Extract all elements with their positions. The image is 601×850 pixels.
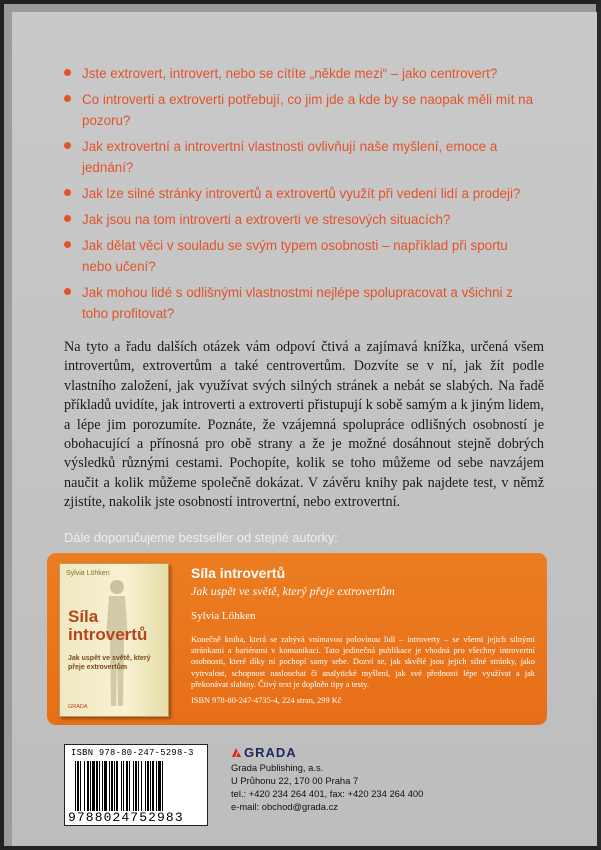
barcode-bar [133,761,134,811]
cover-subtitle: Jak uspět ve světě, který přeje extrovertům [68,655,151,671]
question-item: Jak mohou lidé s odlišnými vlastnostmi nejlépe spolupracovat a všichni z toho profitovat? [64,282,534,324]
barcode-bar [84,761,85,811]
barcode-bar [116,761,118,811]
barcode-bar [114,761,115,811]
publisher-info [231,746,423,813]
description-paragraph: Na tyto a řadu dalších otázek vám odpoví čtivá a zajímavá knížka, určená všem introvertům, extrovertům a také centrovertům. Dozvíte se v ní, jak žít podle vlastního založení, jak využívat svých silných stránek a nebát se slabých. Na řadě příkladů uvidíte, jak introverti a extroverti přistupují k sobě samým a k jiným lidem, a lépe jim porozumíte. Poznáte, že vzájemná spolupráce odlišných osobností je obohacující a přínosná pro obě strany a že je možné dosáhnout stejně dobrých výsledků různými cestami. Pochopíte, kolik se toho můžeme od sebe navzájem naučit a kolik můžeme společně dokázat. V závěru knihy pak najdete test, v němž zjistíte, nakolik jste osobností introvertní, nebo extrovertní. [64,339,544,511]
barcode [64,744,208,826]
barcode-bar [145,761,146,811]
barcode-bar [104,761,107,811]
barcode-bar [123,761,124,811]
barcode-bar [121,761,122,811]
barcode-bar [109,761,110,811]
cover-title-line: Síla [68,607,99,626]
publisher-logo-text: GRADA [244,745,297,760]
question-list [64,63,534,329]
barcode-bar [87,761,89,811]
publisher-email: e-mail: obchod@grada.cz [231,801,338,812]
barcode-bar [129,761,130,811]
barcode-bar [147,761,149,811]
barcode-bar [77,761,79,811]
question-item: Jak jsou na tom introverti a extroverti ve stresových situacích? [64,209,534,230]
barcode-digits: 9788024752983 [68,810,184,825]
barcode-bar [162,761,163,811]
recommended-book-box [47,553,547,725]
barcode-bar [99,761,100,811]
recommended-book-title: Síla introvertů [191,565,286,581]
cover-title-line: introvertů [68,625,148,644]
barcode-bar [158,761,161,811]
barcode-bar [80,761,81,811]
publisher-address: U Průhonu 22, 170 00 Praha 7 [231,775,359,786]
barcode-bar [111,761,113,811]
barcode-bar [135,761,137,811]
recommended-book-info [191,565,535,705]
barcode-bar [138,761,139,811]
question-item: Co introverti a extroverti potřebují, co jim jde a kde by se naopak měli mít na pozoru? [64,89,534,131]
question-item: Jak dělat věci v souladu se svým typem osobnosti – například při sportu nebo učení? [64,235,534,277]
barcode-bar [90,761,91,811]
publisher-phone: tel.: +420 234 264 401, fax: +420 234 264 400 [231,788,424,799]
publisher-logo [231,746,423,759]
barcode-bars [75,761,199,811]
barcode-bar [92,761,95,811]
question-item: Jak lze silné stránky introvertů a extrovertů využít při vedení lidí a prodeji? [64,183,534,204]
grada-arrow-icon [231,747,242,758]
recommended-book-cover-image [59,563,169,717]
recommendation-label: Dále doporučujeme bestseller od stejné autorky: [64,530,338,545]
isbn-label: ISBN 978-80-247-5298-3 [71,748,194,758]
question-item: Jak extrovertní a introvertní vlastnosti ovlivňují naše myšlení, emoce a jednání? [64,136,534,178]
barcode-bar [96,761,98,811]
question-item: Jste extrovert, introvert, nebo se cítíte „někde mezi“ – jako centrovert? [64,63,534,84]
recommended-book-description: Konečně kniha, která se zabývá vnímavou polovinou lidí – introverty – se všemi jejich silnými stránkami a bariérami v komunikaci. Tato jedinečná publikace je vhodná pro všechny introvertní osobnosti, které díky ní pochopí samy sebe. Dozví se, jak skvělé jsou jejich silné stránky, jako vytrvalost, schopnost naslouchat či analytické myšlení, jak své přednosti lépe využívat a jak překonávat slabiny. Čtivý text je doplněn tipy a testy. [191,635,535,689]
cover-title [68,608,164,644]
recommended-book-author: Sylvia Löhken [191,610,256,622]
barcode-bar [75,761,76,811]
barcode-bar [156,761,157,811]
recommended-book-isbn: ISBN 978-80-247-4735-4, 224 stran, 299 Kč [191,696,342,706]
cover-publisher: GRADA [68,704,88,710]
cover-author: Sylvia Löhken [66,570,110,577]
barcode-bar [150,761,151,811]
barcode-bar [126,761,128,811]
publisher-name: Grada Publishing, a.s. [231,762,324,773]
barcode-bar [141,761,142,811]
barcode-bar [102,761,103,811]
barcode-bar [152,761,154,811]
recommended-book-subtitle: Jak uspět ve světě, který přeje extrovertům [191,584,395,598]
